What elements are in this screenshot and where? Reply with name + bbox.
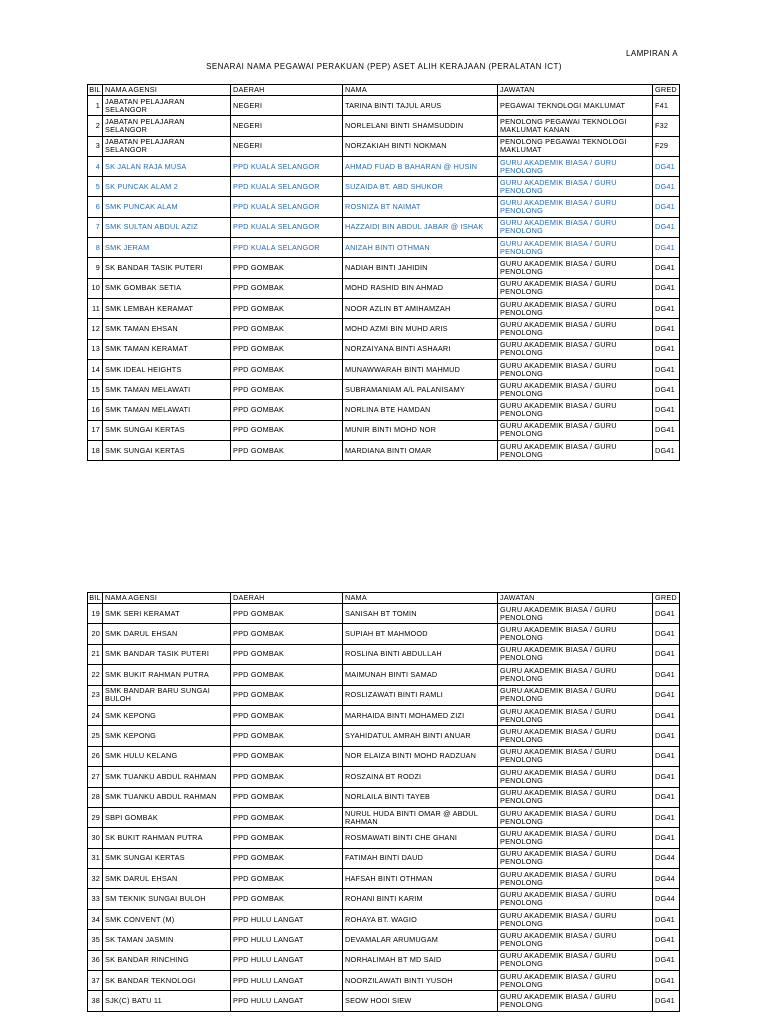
cell-nama: NORLELANI BINTI SHAMSUDDIN: [343, 116, 498, 136]
cell-nama: MARDIANA BINTI OMAR: [343, 441, 498, 461]
cell-jawatan: PEGAWAI TEKNOLOGI MAKLUMAT: [498, 96, 653, 116]
cell-daerah: PPD GOMBAK: [231, 665, 343, 685]
cell-bil: 11: [88, 298, 103, 318]
cell-nama: HAFSAH BINTI OTHMAN: [343, 869, 498, 889]
cell-jawatan: GURU AKADEMIK BIASA / GURU PENOLONG: [498, 258, 653, 278]
table-row: [88, 767, 680, 787]
cell-nama-agensi: JABATAN PELAJARAN SELANGOR: [103, 136, 231, 156]
table-row: [88, 136, 680, 156]
cell-bil: 1: [88, 96, 103, 116]
table-row: [88, 665, 680, 685]
cell-daerah: PPD GOMBAK: [231, 869, 343, 889]
cell-gred: DG41: [653, 991, 680, 1011]
cell-gred: DG41: [653, 767, 680, 787]
cell-jawatan: GURU AKADEMIK BIASA / GURU PENOLONG: [498, 705, 653, 725]
cell-nama-agensi: SJK(C) BATU 11: [103, 991, 231, 1011]
table-row: [88, 971, 680, 991]
column-header-nama-agensi: NAMA AGENSI: [103, 85, 231, 96]
cell-daerah: PPD KUALA SELANGOR: [231, 156, 343, 176]
cell-jawatan: GURU AKADEMIK BIASA / GURU PENOLONG: [498, 767, 653, 787]
cell-nama: SANISAH BT TOMIN: [343, 604, 498, 624]
cell-daerah: PPD GOMBAK: [231, 298, 343, 318]
cell-daerah: PPD GOMBAK: [231, 604, 343, 624]
cell-bil: 5: [88, 177, 103, 197]
cell-gred: DG41: [653, 298, 680, 318]
cell-bil: 3: [88, 136, 103, 156]
cell-jawatan: GURU AKADEMIK BIASA / GURU PENOLONG: [498, 869, 653, 889]
cell-bil: 16: [88, 400, 103, 420]
cell-bil: 32: [88, 869, 103, 889]
cell-jawatan: GURU AKADEMIK BIASA / GURU PENOLONG: [498, 238, 653, 258]
cell-nama-agensi: SMK CONVENT (M): [103, 909, 231, 929]
column-header-gred: GRED: [653, 593, 680, 604]
table-row: [88, 746, 680, 766]
cell-daerah: NEGERI: [231, 96, 343, 116]
cell-bil: 33: [88, 889, 103, 909]
cell-bil: 22: [88, 665, 103, 685]
cell-nama-agensi: SMK LEMBAH KERAMAT: [103, 298, 231, 318]
cell-daerah: PPD HULU LANGAT: [231, 971, 343, 991]
cell-nama: SUBRAMANIAM A/L PALANISAMY: [343, 380, 498, 400]
cell-nama: MOHD RASHID BIN AHMAD: [343, 278, 498, 298]
cell-nama: ROSLINA BINTI ABDULLAH: [343, 644, 498, 664]
cell-nama: NORLINA BTE HAMDAN: [343, 400, 498, 420]
cell-nama: NORLAILA BINTI TAYEB: [343, 787, 498, 807]
document-title: SENARAI NAMA PEGAWAI PERAKUAN (PEP) ASET ALIH KERAJAAN (PERALATAN ICT): [206, 62, 562, 71]
cell-bil: 36: [88, 950, 103, 970]
cell-jawatan: GURU AKADEMIK BIASA / GURU PENOLONG: [498, 197, 653, 217]
table-row: [88, 807, 680, 827]
cell-daerah: PPD GOMBAK: [231, 726, 343, 746]
cell-nama: NORZAKIAH BINTI NOKMAN: [343, 136, 498, 156]
cell-daerah: NEGERI: [231, 116, 343, 136]
cell-bil: 20: [88, 624, 103, 644]
cell-nama: MAIMUNAH BINTI SAMAD: [343, 665, 498, 685]
cell-bil: 37: [88, 971, 103, 991]
cell-jawatan: GURU AKADEMIK BIASA / GURU PENOLONG: [498, 441, 653, 461]
cell-gred: DG41: [653, 156, 680, 176]
cell-nama-agensi: SMK TAMAN EHSAN: [103, 319, 231, 339]
cell-nama: ROSZAINA BT RODZI: [343, 767, 498, 787]
cell-daerah: PPD GOMBAK: [231, 746, 343, 766]
cell-jawatan: GURU AKADEMIK BIASA / GURU PENOLONG: [498, 298, 653, 318]
table-row: [88, 238, 680, 258]
cell-daerah: PPD GOMBAK: [231, 767, 343, 787]
cell-gred: DG44: [653, 869, 680, 889]
cell-nama-agensi: SMK PUNCAK ALAM: [103, 197, 231, 217]
cell-daerah: PPD GOMBAK: [231, 624, 343, 644]
cell-nama: NORHALIMAH BT MD SAID: [343, 950, 498, 970]
cell-gred: F29: [653, 136, 680, 156]
table-row: [88, 848, 680, 868]
cell-gred: DG41: [653, 624, 680, 644]
table-row: [88, 319, 680, 339]
cell-gred: DG41: [653, 950, 680, 970]
cell-nama-agensi: SMK TAMAN MELAWATI: [103, 380, 231, 400]
cell-nama-agensi: SMK SUNGAI KERTAS: [103, 441, 231, 461]
cell-bil: 29: [88, 807, 103, 827]
cell-nama: DEVAMALAR ARUMUGAM: [343, 930, 498, 950]
cell-daerah: PPD GOMBAK: [231, 685, 343, 705]
cell-jawatan: GURU AKADEMIK BIASA / GURU PENOLONG: [498, 685, 653, 705]
cell-nama: MUNAWWARAH BINTI MAHMUD: [343, 359, 498, 379]
cell-daerah: PPD GOMBAK: [231, 258, 343, 278]
cell-bil: 17: [88, 420, 103, 440]
cell-nama-agensi: SMK BANDAR BARU SUNGAI BULOH: [103, 685, 231, 705]
cell-nama-agensi: SMK GOMBAK SETIA: [103, 278, 231, 298]
table-header-row: [88, 85, 680, 96]
table-row: [88, 420, 680, 440]
column-header-gred: GRED: [653, 85, 680, 96]
cell-nama-agensi: SMK IDEAL HEIGHTS: [103, 359, 231, 379]
cell-gred: DG41: [653, 441, 680, 461]
table-row: [88, 400, 680, 420]
cell-jawatan: GURU AKADEMIK BIASA / GURU PENOLONG: [498, 665, 653, 685]
table-row: [88, 604, 680, 624]
cell-nama-agensi: SK BUKIT RAHMAN PUTRA: [103, 828, 231, 848]
cell-jawatan: GURU AKADEMIK BIASA / GURU PENOLONG: [498, 624, 653, 644]
cell-nama: HAZZAIDI BIN ABDUL JABAR @ ISHAK: [343, 217, 498, 237]
column-header-nama: NAMA: [343, 593, 498, 604]
cell-jawatan: GURU AKADEMIK BIASA / GURU PENOLONG: [498, 359, 653, 379]
cell-jawatan: GURU AKADEMIK BIASA / GURU PENOLONG: [498, 380, 653, 400]
staff-table-1: [87, 84, 680, 461]
cell-bil: 4: [88, 156, 103, 176]
cell-jawatan: PENOLONG PEGAWAI TEKNOLOGI MAKLUMAT: [498, 136, 653, 156]
table-row: [88, 177, 680, 197]
cell-nama-agensi: SMK TUANKU ABDUL RAHMAN: [103, 767, 231, 787]
cell-bil: 31: [88, 848, 103, 868]
cell-daerah: PPD GOMBAK: [231, 319, 343, 339]
cell-bil: 10: [88, 278, 103, 298]
column-header-nama-agensi: NAMA AGENSI: [103, 593, 231, 604]
table-row: [88, 217, 680, 237]
cell-gred: DG41: [653, 746, 680, 766]
cell-gred: DG41: [653, 604, 680, 624]
cell-gred: DG41: [653, 665, 680, 685]
cell-gred: DG41: [653, 319, 680, 339]
table-header-row: [88, 593, 680, 604]
cell-nama: MUNIR BINTI MOHD NOR: [343, 420, 498, 440]
cell-jawatan: GURU AKADEMIK BIASA / GURU PENOLONG: [498, 909, 653, 929]
cell-gred: DG41: [653, 828, 680, 848]
cell-nama-agensi: SMK DARUL EHSAN: [103, 869, 231, 889]
cell-daerah: PPD GOMBAK: [231, 807, 343, 827]
cell-nama-agensi: SMK SULTAN ABDUL AZIZ: [103, 217, 231, 237]
cell-nama-agensi: JABATAN PELAJARAN SELANGOR: [103, 96, 231, 116]
cell-jawatan: GURU AKADEMIK BIASA / GURU PENOLONG: [498, 889, 653, 909]
cell-nama-agensi: SK JALAN RAJA MUSA: [103, 156, 231, 176]
cell-bil: 26: [88, 746, 103, 766]
cell-bil: 21: [88, 644, 103, 664]
cell-gred: DG41: [653, 420, 680, 440]
cell-daerah: PPD KUALA SELANGOR: [231, 177, 343, 197]
table-row: [88, 96, 680, 116]
cell-bil: 2: [88, 116, 103, 136]
cell-jawatan: GURU AKADEMIK BIASA / GURU PENOLONG: [498, 177, 653, 197]
cell-nama-agensi: SMK KEPONG: [103, 705, 231, 725]
table-row: [88, 441, 680, 461]
cell-gred: DG41: [653, 685, 680, 705]
column-header-bil: BIL: [89, 85, 101, 94]
cell-bil: 28: [88, 787, 103, 807]
cell-nama: MOHD AZMI BIN MUHD ARIS: [343, 319, 498, 339]
staff-table-2: [87, 592, 680, 1012]
cell-gred: DG41: [653, 258, 680, 278]
cell-nama: SYAHIDATUL AMRAH BINTI ANUAR: [343, 726, 498, 746]
cell-daerah: PPD HULU LANGAT: [231, 991, 343, 1011]
cell-jawatan: GURU AKADEMIK BIASA / GURU PENOLONG: [498, 746, 653, 766]
cell-nama-agensi: SMK TAMAN KERAMAT: [103, 339, 231, 359]
table-row: [88, 197, 680, 217]
cell-bil: 8: [88, 238, 103, 258]
cell-gred: DG41: [653, 971, 680, 991]
table-row: [88, 116, 680, 136]
cell-nama-agensi: SK BANDAR TASIK PUTERI: [103, 258, 231, 278]
cell-bil: 19: [88, 604, 103, 624]
cell-bil: 18: [88, 441, 103, 461]
table-row: [88, 359, 680, 379]
cell-daerah: PPD GOMBAK: [231, 705, 343, 725]
cell-bil: 9: [88, 258, 103, 278]
cell-gred: DG41: [653, 177, 680, 197]
cell-nama: ROHAYA BT. WAGIO: [343, 909, 498, 929]
cell-daerah: PPD GOMBAK: [231, 278, 343, 298]
cell-nama: SUPIAH BT MAHMOOD: [343, 624, 498, 644]
cell-nama: NADIAH BINTI JAHIDIN: [343, 258, 498, 278]
cell-jawatan: GURU AKADEMIK BIASA / GURU PENOLONG: [498, 950, 653, 970]
cell-nama-agensi: SMK BANDAR TASIK PUTERI: [103, 644, 231, 664]
cell-gred: F41: [653, 96, 680, 116]
column-header-jawatan: JAWATAN: [498, 593, 653, 604]
cell-jawatan: GURU AKADEMIK BIASA / GURU PENOLONG: [498, 930, 653, 950]
cell-bil: 38: [88, 991, 103, 1011]
cell-bil: 6: [88, 197, 103, 217]
cell-daerah: PPD GOMBAK: [231, 400, 343, 420]
table-row: [88, 644, 680, 664]
cell-gred: DG41: [653, 197, 680, 217]
cell-nama: ROSMAWATI BINTI CHE GHANI: [343, 828, 498, 848]
cell-daerah: PPD GOMBAK: [231, 644, 343, 664]
cell-jawatan: GURU AKADEMIK BIASA / GURU PENOLONG: [498, 217, 653, 237]
cell-daerah: PPD HULU LANGAT: [231, 930, 343, 950]
table-row: [88, 828, 680, 848]
cell-nama: SUZAIDA BT. ABD SHUKOR: [343, 177, 498, 197]
cell-daerah: PPD GOMBAK: [231, 441, 343, 461]
table-row: [88, 298, 680, 318]
table-row: [88, 930, 680, 950]
cell-nama-agensi: SBPI GOMBAK: [103, 807, 231, 827]
cell-nama-agensi: SMK KEPONG: [103, 726, 231, 746]
cell-nama: MARHAIDA BINTI MOHAMED ZIZI: [343, 705, 498, 725]
cell-nama: TARINA BINTI TAJUL ARUS: [343, 96, 498, 116]
cell-bil: 23: [88, 685, 103, 705]
column-header-nama: NAMA: [343, 85, 498, 96]
table-row: [88, 909, 680, 929]
cell-nama: ROSLIZAWATI BINTI RAMLI: [343, 685, 498, 705]
cell-gred: DG44: [653, 889, 680, 909]
cell-bil: 14: [88, 359, 103, 379]
cell-bil: 15: [88, 380, 103, 400]
cell-nama: NOORZILAWATI BINTI YUSOH: [343, 971, 498, 991]
cell-jawatan: GURU AKADEMIK BIASA / GURU PENOLONG: [498, 726, 653, 746]
cell-daerah: PPD GOMBAK: [231, 359, 343, 379]
cell-daerah: PPD HULU LANGAT: [231, 909, 343, 929]
cell-nama: NURUL HUDA BINTI OMAR @ ABDUL RAHMAN: [343, 807, 498, 827]
cell-jawatan: GURU AKADEMIK BIASA / GURU PENOLONG: [498, 991, 653, 1011]
cell-daerah: PPD KUALA SELANGOR: [231, 197, 343, 217]
cell-gred: DG41: [653, 909, 680, 929]
cell-daerah: PPD GOMBAK: [231, 787, 343, 807]
cell-nama-agensi: SK TAMAN JASMIN: [103, 930, 231, 950]
cell-gred: DG41: [653, 339, 680, 359]
table-row: [88, 705, 680, 725]
cell-gred: DG41: [653, 705, 680, 725]
cell-jawatan: GURU AKADEMIK BIASA / GURU PENOLONG: [498, 319, 653, 339]
cell-jawatan: GURU AKADEMIK BIASA / GURU PENOLONG: [498, 787, 653, 807]
cell-gred: DG41: [653, 359, 680, 379]
cell-daerah: PPD GOMBAK: [231, 889, 343, 909]
table-row: [88, 258, 680, 278]
table-row: [88, 278, 680, 298]
column-header-daerah: DAERAH: [231, 85, 343, 96]
cell-nama-agensi: SMK SUNGAI KERTAS: [103, 848, 231, 868]
column-header-jawatan: JAWATAN: [498, 85, 653, 96]
cell-bil: 24: [88, 705, 103, 725]
cell-nama-agensi: SK BANDAR TEKNOLOGI: [103, 971, 231, 991]
cell-nama-agensi: SMK BUKIT RAHMAN PUTRA: [103, 665, 231, 685]
cell-gred: DG41: [653, 807, 680, 827]
cell-nama: ANIZAH BINTI OTHMAN: [343, 238, 498, 258]
cell-daerah: PPD KUALA SELANGOR: [231, 238, 343, 258]
table-row: [88, 950, 680, 970]
cell-gred: DG41: [653, 380, 680, 400]
cell-nama-agensi: SMK HULU KELANG: [103, 746, 231, 766]
cell-daerah: NEGERI: [231, 136, 343, 156]
table-row: [88, 156, 680, 176]
cell-gred: DG41: [653, 644, 680, 664]
cell-nama-agensi: SM TEKNIK SUNGAI BULOH: [103, 889, 231, 909]
table-row: [88, 787, 680, 807]
cell-nama-agensi: SK BANDAR RINCHING: [103, 950, 231, 970]
column-header-daerah: DAERAH: [231, 593, 343, 604]
cell-gred: DG41: [653, 787, 680, 807]
cell-gred: DG41: [653, 217, 680, 237]
cell-daerah: PPD GOMBAK: [231, 828, 343, 848]
table-row: [88, 991, 680, 1011]
cell-jawatan: GURU AKADEMIK BIASA / GURU PENOLONG: [498, 807, 653, 827]
cell-nama-agensi: SMK SERI KERAMAT: [103, 604, 231, 624]
cell-nama: NOR ELAIZA BINTI MOHD RADZUAN: [343, 746, 498, 766]
cell-gred: DG41: [653, 726, 680, 746]
cell-jawatan: GURU AKADEMIK BIASA / GURU PENOLONG: [498, 156, 653, 176]
cell-jawatan: GURU AKADEMIK BIASA / GURU PENOLONG: [498, 400, 653, 420]
cell-jawatan: GURU AKADEMIK BIASA / GURU PENOLONG: [498, 278, 653, 298]
cell-daerah: PPD GOMBAK: [231, 380, 343, 400]
cell-nama: FATIMAH BINTI DAUD: [343, 848, 498, 868]
cell-nama-agensi: SMK DARUL EHSAN: [103, 624, 231, 644]
cell-nama-agensi: JABATAN PELAJARAN SELANGOR: [103, 116, 231, 136]
cell-jawatan: GURU AKADEMIK BIASA / GURU PENOLONG: [498, 828, 653, 848]
cell-nama-agensi: SK PUNCAK ALAM 2: [103, 177, 231, 197]
cell-jawatan: GURU AKADEMIK BIASA / GURU PENOLONG: [498, 339, 653, 359]
cell-daerah: PPD GOMBAK: [231, 848, 343, 868]
cell-gred: DG41: [653, 400, 680, 420]
cell-nama-agensi: SMK TAMAN MELAWATI: [103, 400, 231, 420]
cell-daerah: PPD KUALA SELANGOR: [231, 217, 343, 237]
cell-nama: ROSNIZA BT NAIMAT: [343, 197, 498, 217]
cell-gred: DG41: [653, 238, 680, 258]
cell-bil: 7: [88, 217, 103, 237]
cell-jawatan: GURU AKADEMIK BIASA / GURU PENOLONG: [498, 420, 653, 440]
table-row: [88, 380, 680, 400]
cell-daerah: PPD HULU LANGAT: [231, 950, 343, 970]
cell-gred: DG41: [653, 278, 680, 298]
cell-nama: ROHANI BINTI KARIM: [343, 889, 498, 909]
cell-bil: 30: [88, 828, 103, 848]
cell-bil: 25: [88, 726, 103, 746]
cell-gred: F32: [653, 116, 680, 136]
cell-bil: 34: [88, 909, 103, 929]
cell-nama: SEOW HOOI SIEW: [343, 991, 498, 1011]
cell-bil: 12: [88, 319, 103, 339]
cell-gred: DG41: [653, 930, 680, 950]
cell-nama-agensi: SMK SUNGAI KERTAS: [103, 420, 231, 440]
cell-bil: 27: [88, 767, 103, 787]
cell-jawatan: PENOLONG PEGAWAI TEKNOLOGI MAKLUMAT KANAN: [498, 116, 653, 136]
lampiran-label: LAMPIRAN A: [625, 49, 678, 58]
cell-jawatan: GURU AKADEMIK BIASA / GURU PENOLONG: [498, 971, 653, 991]
table-row: [88, 869, 680, 889]
cell-nama-agensi: SMK JERAM: [103, 238, 231, 258]
cell-gred: DG44: [653, 848, 680, 868]
cell-jawatan: GURU AKADEMIK BIASA / GURU PENOLONG: [498, 604, 653, 624]
table-row: [88, 889, 680, 909]
cell-nama-agensi: SMK TUANKU ABDUL RAHMAN: [103, 787, 231, 807]
cell-daerah: PPD GOMBAK: [231, 420, 343, 440]
cell-nama: NOOR AZLIN BT AMIHAMZAH: [343, 298, 498, 318]
cell-jawatan: GURU AKADEMIK BIASA / GURU PENOLONG: [498, 644, 653, 664]
table-row: [88, 624, 680, 644]
cell-bil: 35: [88, 930, 103, 950]
cell-nama: AHMAD FUAD B BAHARAN @ HUSIN: [343, 156, 498, 176]
column-header-bil: BIL: [89, 593, 101, 602]
cell-nama: NORZAIYANA BINTI ASHAARI: [343, 339, 498, 359]
table-row: [88, 339, 680, 359]
cell-bil: 13: [88, 339, 103, 359]
table-row: [88, 685, 680, 705]
table-row: [88, 726, 680, 746]
cell-jawatan: GURU AKADEMIK BIASA / GURU PENOLONG: [498, 848, 653, 868]
cell-daerah: PPD GOMBAK: [231, 339, 343, 359]
